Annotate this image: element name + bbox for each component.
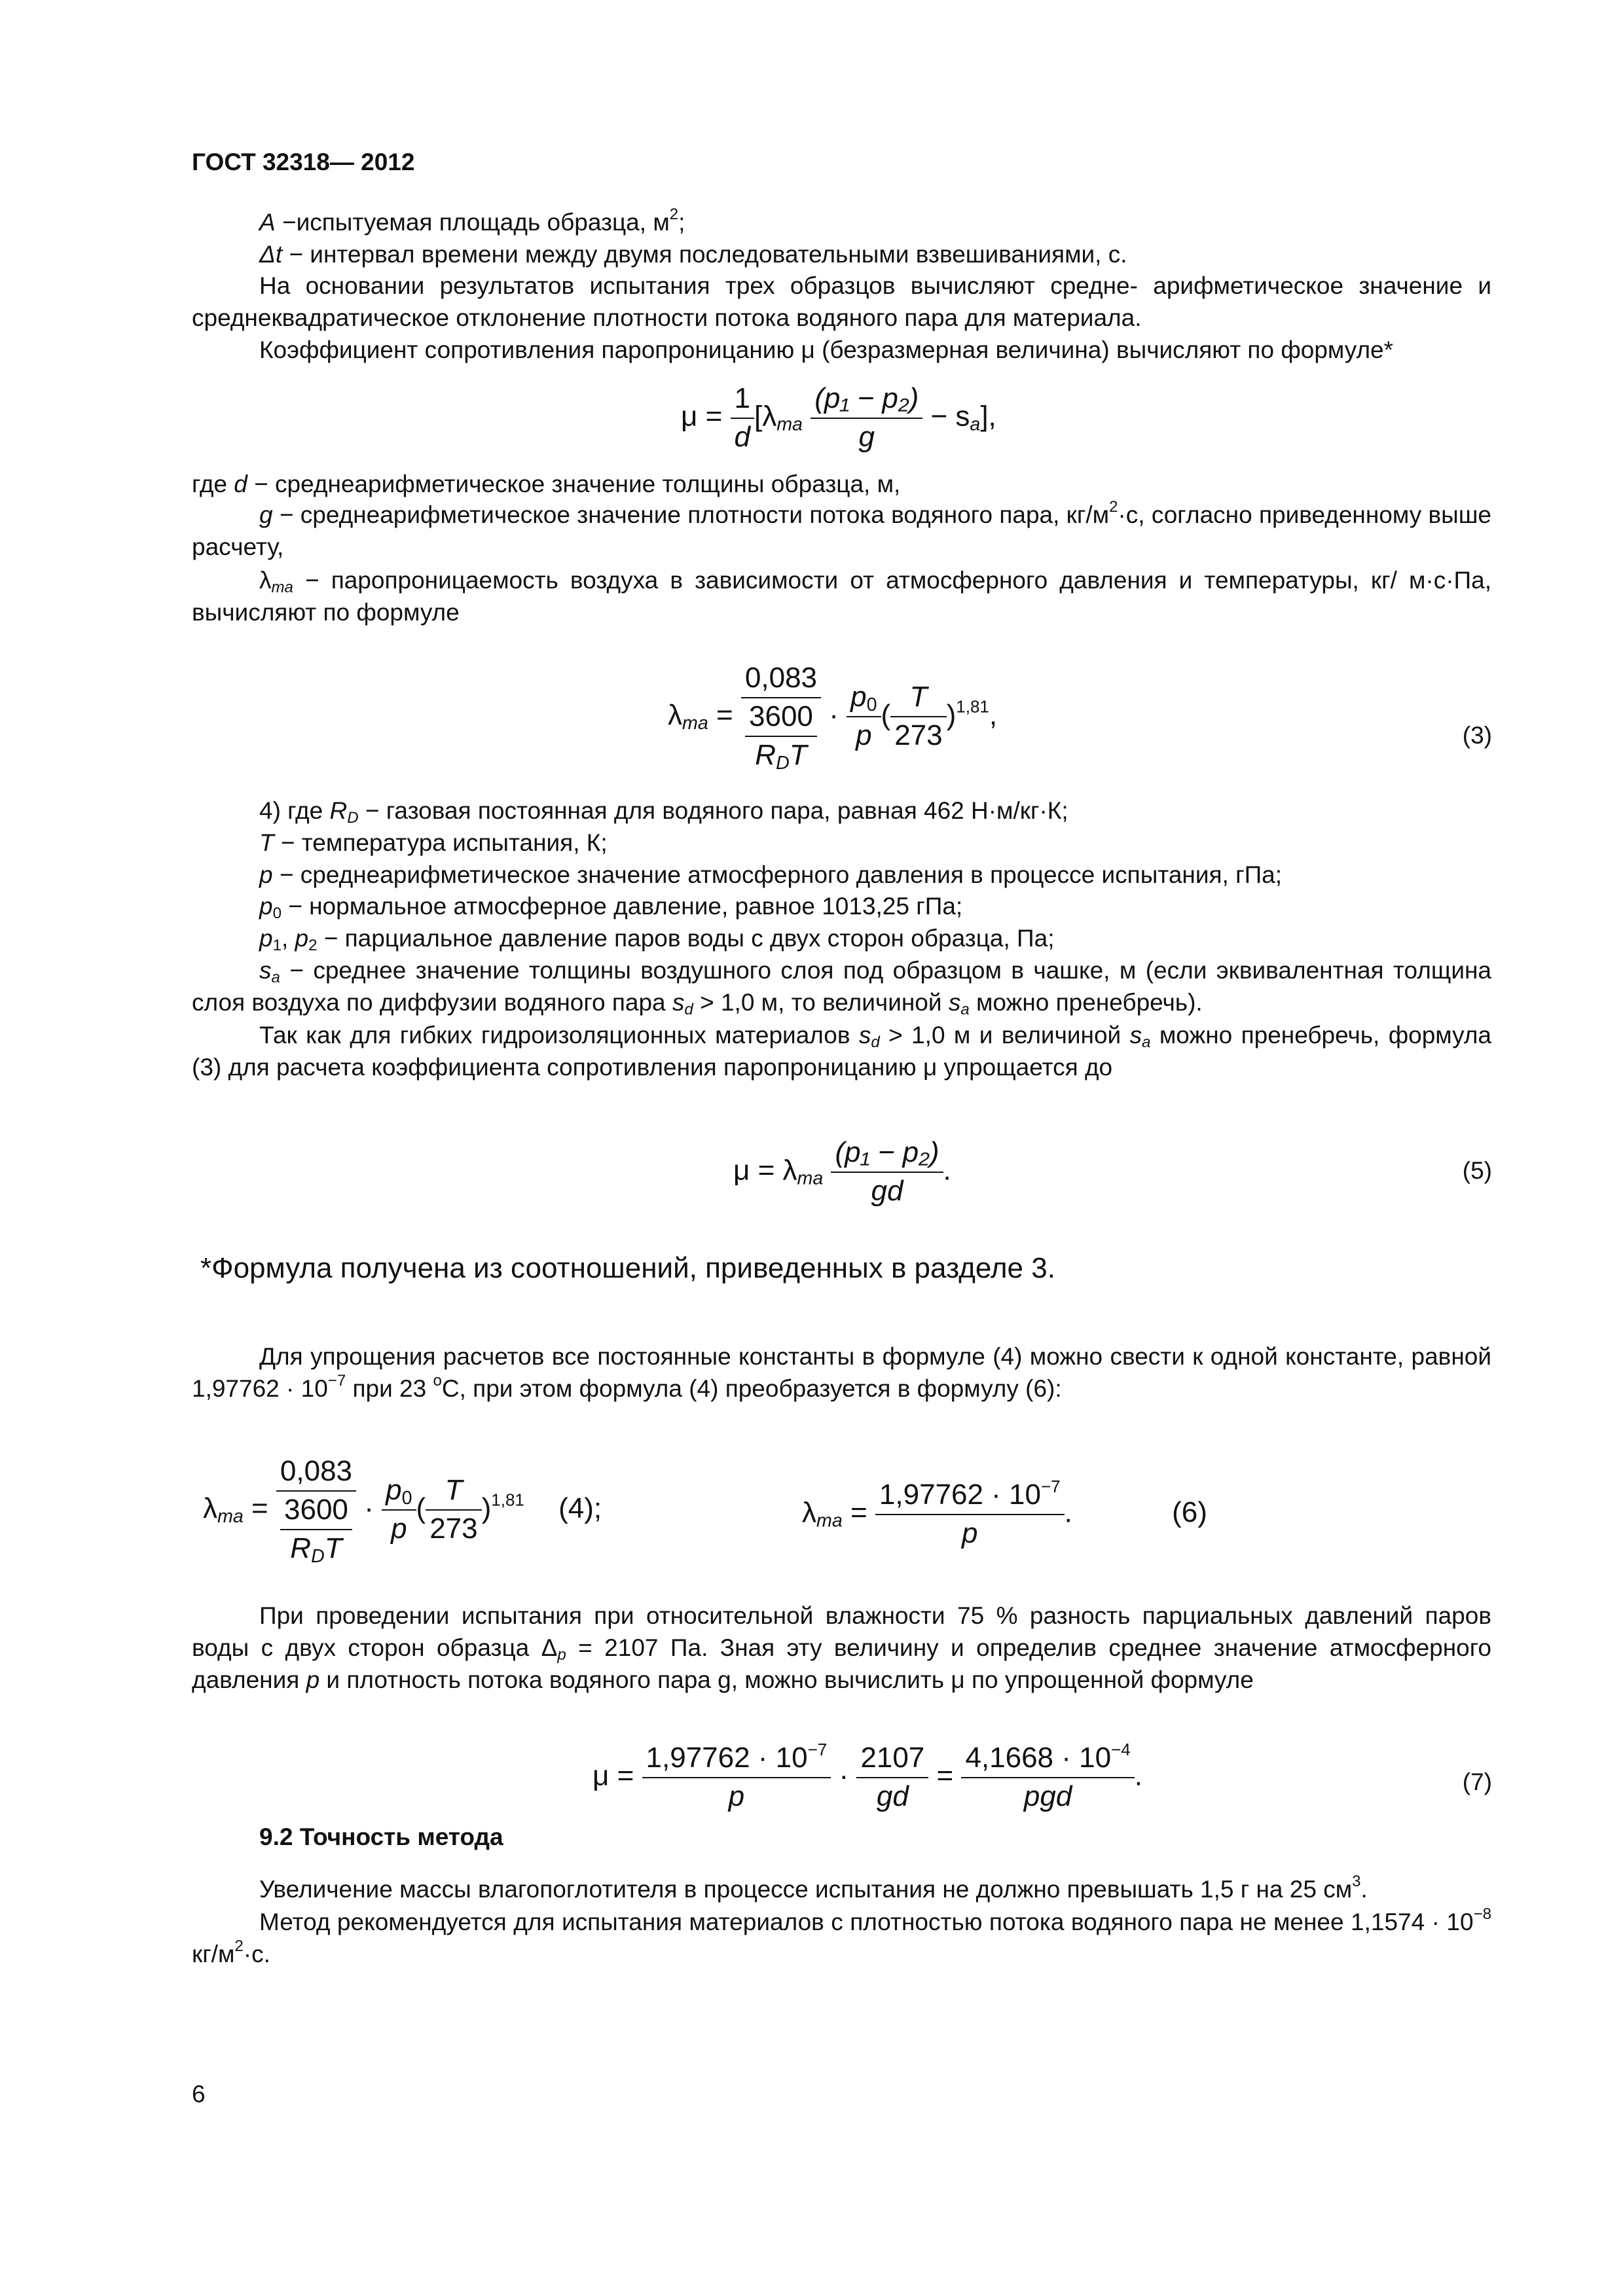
def-p1-p2: $p_1$, $p_2$ − парциальное давление паров воды с двух сторон образца, Па; [259,925,1055,954]
equation-number-5: (5) [1462,1157,1492,1184]
def-area: A −испытуемая площадь образца, $м^2$; [259,206,685,236]
paragraph-mass-increase: Увеличение массы влагопоглотителя в процессе испытания не должно превышать 1,5 г на 25 $см^3$. [259,1873,1368,1903]
equation-label-4: (4); [558,1492,602,1524]
formula-6: $\lambda_{ma}$ = $\frac{1,97762 \cdot 10^{-7}}{p}$ . (6) [802,1476,1207,1549]
formula-5: $\mu = \lambda_{ma}$ $\frac{\text{(p₁ − p₂)}}{gd}$ . [733,1136,951,1207]
formula-mu: μ = $\frac{1}{d}$ [$\lambda_{ma}$ $\frac{\text{(p₁ − p₂)}}{g}$ − $s_a$], [681,382,996,453]
def-lambda: $\lambda_{ma}$ − паропроницаемость воздуха в зависимости от атмосферного давления и температуры, кг/ м·с·Па, вычисляют по формуле [192,567,1491,626]
formula-3: $\lambda_{ma}$ = $\frac{0,083}{\frac{3600}{R_DT}}$ · $\frac{p_0}{p}$ ( $\frac{T}{273}$ )$^{1,81}$, [668,662,998,774]
symbol-a: A [259,209,276,236]
formula-7: μ = $\frac{1,97762 \cdot 10^{-7}}{p}$ · $\frac{2107}{gd}$ = $\frac{4,1668 \cdot 10^{-4}}{\text{pgd}}$ . [593,1739,1142,1812]
def-sa: $s_a$ − среднее значение толщины воздушного слоя под образцом в чашке, м (если эквивалентная толщина слоя воздуха по диффузии водяного пара $s_d > 1,0$ м, то величиной $s_a$ можно пренебречь). [192,957,1491,1018]
def-p0: $p_0$ − нормальное атмосферное давление, равное 1013,25 гПа; [259,893,963,922]
paragraph-humidity: При проведении испытания при относительной влажности 75 % разность парциальных давлений паров воды с двух сторон образца $\Delta_p = 2107$ Па. Зная эту величину и определив среднее значение атмосферного давления p и плотность потока водяного пара g, можно вычислить μ по упрощенной формуле [192,1602,1491,1693]
equation-number-7: (7) [1462,1768,1492,1795]
page-number: 6 [192,2081,206,2108]
def-d: где d − среднеарифметическое значение толщины образца, м, [192,471,901,497]
def-g: g − среднеарифметическое значение плотности потока водяного пара, $кг/м^2\cdot с$, согласно приведенному выше расчету, [192,498,1491,560]
paragraph-constants: Для упрощения расчетов все постоянные константы в формуле (4) можно свести к одной константе, равной $1,97762 \cdot 10^{-7}$ при 23 $^о$С, при этом формула (4) преобразуется в формулу (6): [192,1343,1491,1402]
def-delta-t: Δt − интервал времени между двумя последовательными взвешиваниями, с. [259,241,1127,268]
def-p: p − среднеарифметическое значение атмосферного давления в процессе испытания, гПа; [259,861,1283,888]
formula-4: $\lambda_{ma}$ = $\frac{0,083}{\frac{3600}{R_DT}}$ · $\frac{p_0}{p}$ ( $\frac{T}{273}$ )$^{1,81}$ (4); [203,1455,602,1567]
section-title: 9.2 Точность метода [259,1823,503,1850]
footnote: *Формула получена из соотношений, приведенных в разделе 3. [200,1252,1055,1284]
standard-header: ГОСТ 32318— 2012 [192,149,415,175]
equation-number-3: (3) [1462,722,1492,749]
def-t: T − температура испытания, К; [259,829,608,856]
paragraph-coefficient: Коэффициент сопротивления паропроницанию μ (безразмерная величина) вычисляют по формуле* [259,336,1394,363]
paragraph-simplification: Так как для гибких гидроизоляционных материалов $s_d > 1,0$ м и величиной $s_a$ можно пренебречь, формула (3) для расчета коэффициента сопротивления паропроницанию μ упрощается до [192,1022,1491,1081]
def-rd: 4) где $R_D$ − газовая постоянная для водяного пара, равная 462 Н·м/кг·К; [259,797,1068,827]
paragraph-results: На основании результатов испытания трех образцов вычисляют средне- арифметическое значение и среднеквадратическое отклонение плотности потока водяного пара для материала. [192,272,1491,331]
equation-label-6: (6) [1172,1496,1207,1529]
paragraph-method-recommendation: Метод рекомендуется для испытания материалов с плотностью потока водяного пара не менее $1,1574 \cdot 10^{-8}$ $кг/м^2\cdot с$. [192,1905,1491,1967]
